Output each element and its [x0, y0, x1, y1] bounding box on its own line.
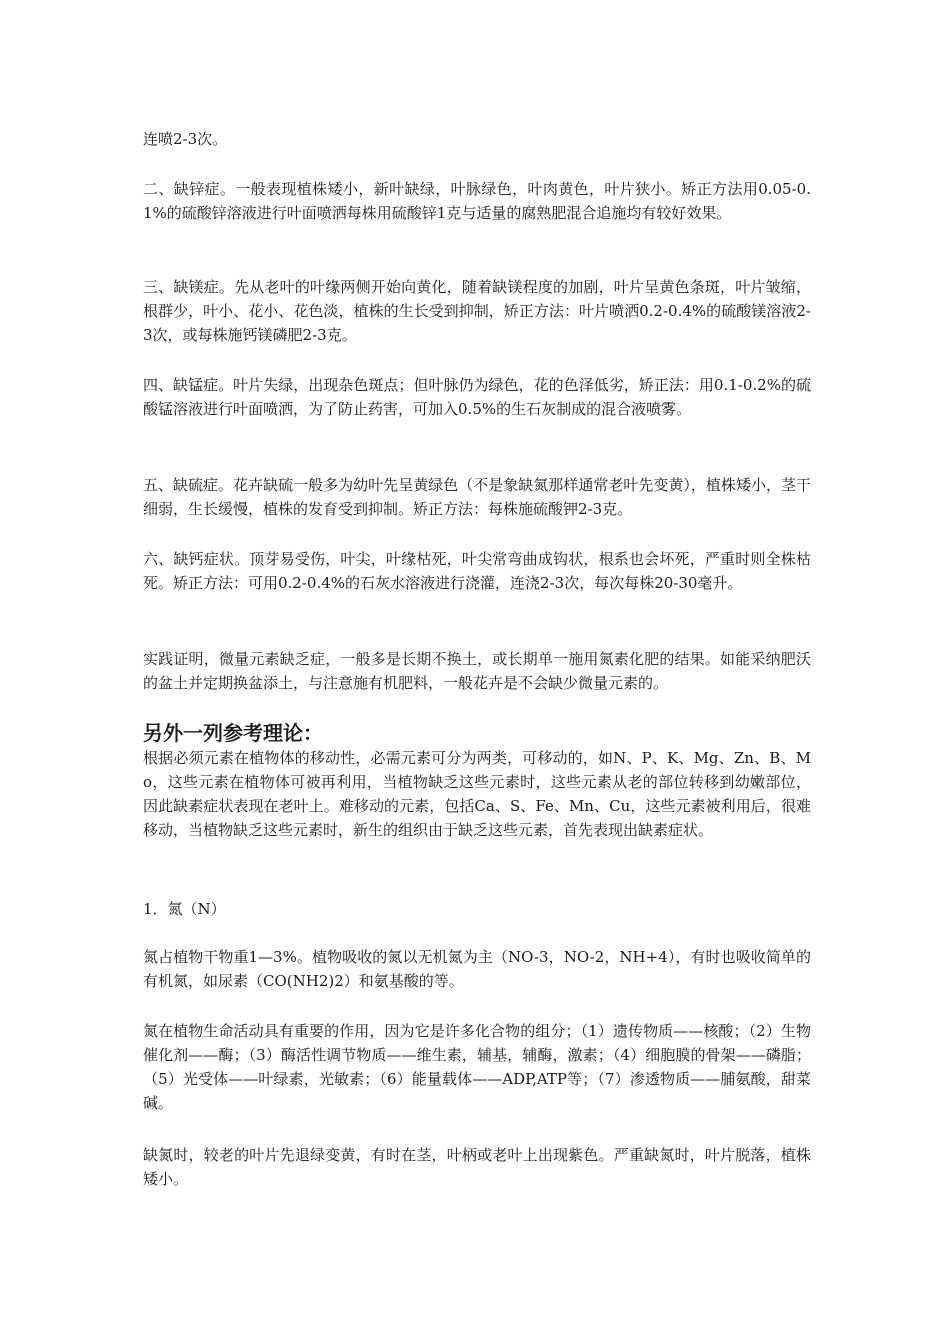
paragraph-sulfur-deficiency: 五、缺硫症。花卉缺硫一般多为幼叶先呈黄绿色（不是象缺氮那样通常老叶先变黄），植株矮小，茎干细弱，生长缓慢，植株的发育受到抑制。矫正方法：每株施硫酸钾2-3克。	[143, 476, 811, 518]
paragraph-zinc-deficiency: 二、缺锌症。一般表现植株矮小，新叶缺绿，叶脉绿色，叶肉黄色，叶片狭小。矫正方法用0.05-0.1%的硫酸锌溶液进行叶面喷洒每株用硫酸锌1克与适量的腐熟肥混合追施均有较好效果。	[143, 180, 811, 222]
paragraph-element-mobility: 根据必须元素在植物体的移动性，必需元素可分为两类，可移动的，如N、P、K、Mg、Zn、B、Mo，这些元素在植物体可被再利用，当植物缺乏这些元素时，这些元素从老的部位转移到幼嫩部位，因此缺素症状表现在老叶上。难移动的元素，包括Ca、S、Fe、Mn、Cu，这些元素被利用后，很难移动，当植物缺乏这些元素时，新生的组织由于缺乏这些元素，首先表现出缺素症状。	[143, 749, 811, 839]
section-heading: 另外一列参考理论：	[143, 721, 323, 745]
paragraph-calcium-deficiency: 六、缺钙症状。顶芽易受伤，叶尖，叶缘枯死，叶尖常弯曲成钩状，根系也会坏死，严重时则全株枯死。矫正方法：可用0.2-0.4%的石灰水溶液进行浇灌，连浇2-3次，每次每株20-30毫升。	[143, 550, 811, 592]
paragraph-zinc-continuation: 连喷2-3次。	[143, 130, 228, 148]
paragraph-nitrogen-functions: 氮在植物生命活动具有重要的作用，因为它是许多化合物的组分；（1）遗传物质——核酸；（2）生物催化剂——酶；（3）酶活性调节物质——维生素，辅基，辅酶，激素；（4）细胞膜的骨架——磷脂；（5）光受体——叶绿素，光敏素；（6）能量载体——ADP,ATP等；（7）渗透物质——脯氨酸，甜菜碱。	[143, 1022, 811, 1112]
paragraph-practice-conclusion: 实践证明，微量元素缺乏症，一般多是长期不换土，或长期单一施用氮素化肥的结果。如能采纳肥沃的盆土并定期换盆添土，与注意施有机肥料，一般花卉是不会缺少微量元素的。	[143, 650, 811, 692]
paragraph-magnesium-deficiency: 三、缺镁症。先从老叶的叶缘两侧开始向黄化，随着缺镁程度的加剧，叶片呈黄色条斑，叶片皱缩，根群少，叶小、花小、花色淡，植株的生长受到抑制，矫正方法：叶片喷洒0.2-0.4%的硫酸镁溶液2-3次，或每株施钙镁磷肥2-3克。	[143, 278, 811, 344]
paragraph-nitrogen-content: 氮占植物干物重1—3%。植物吸收的氮以无机氮为主（NO-3，NO-2，NH+4），有时也吸收简单的有机氮，如尿素（CO(NH2)2）和氨基酸的等。	[143, 948, 811, 990]
paragraph-nitrogen-title: 1．氮（N）	[143, 900, 226, 918]
paragraph-nitrogen-deficiency: 缺氮时，较老的叶片先退绿变黄，有时在茎，叶柄或老叶上出现紫色。严重缺氮时，叶片脱落，植株矮小。	[143, 1146, 811, 1188]
paragraph-manganese-deficiency: 四、缺锰症。叶片失绿，出现杂色斑点；但叶脉仍为绿色，花的色泽低劣，矫正法：用0.1-0.2%的硫酸锰溶液进行叶面喷洒，为了防止药害，可加入0.5%的生石灰制成的混合液喷雾。	[143, 376, 811, 418]
